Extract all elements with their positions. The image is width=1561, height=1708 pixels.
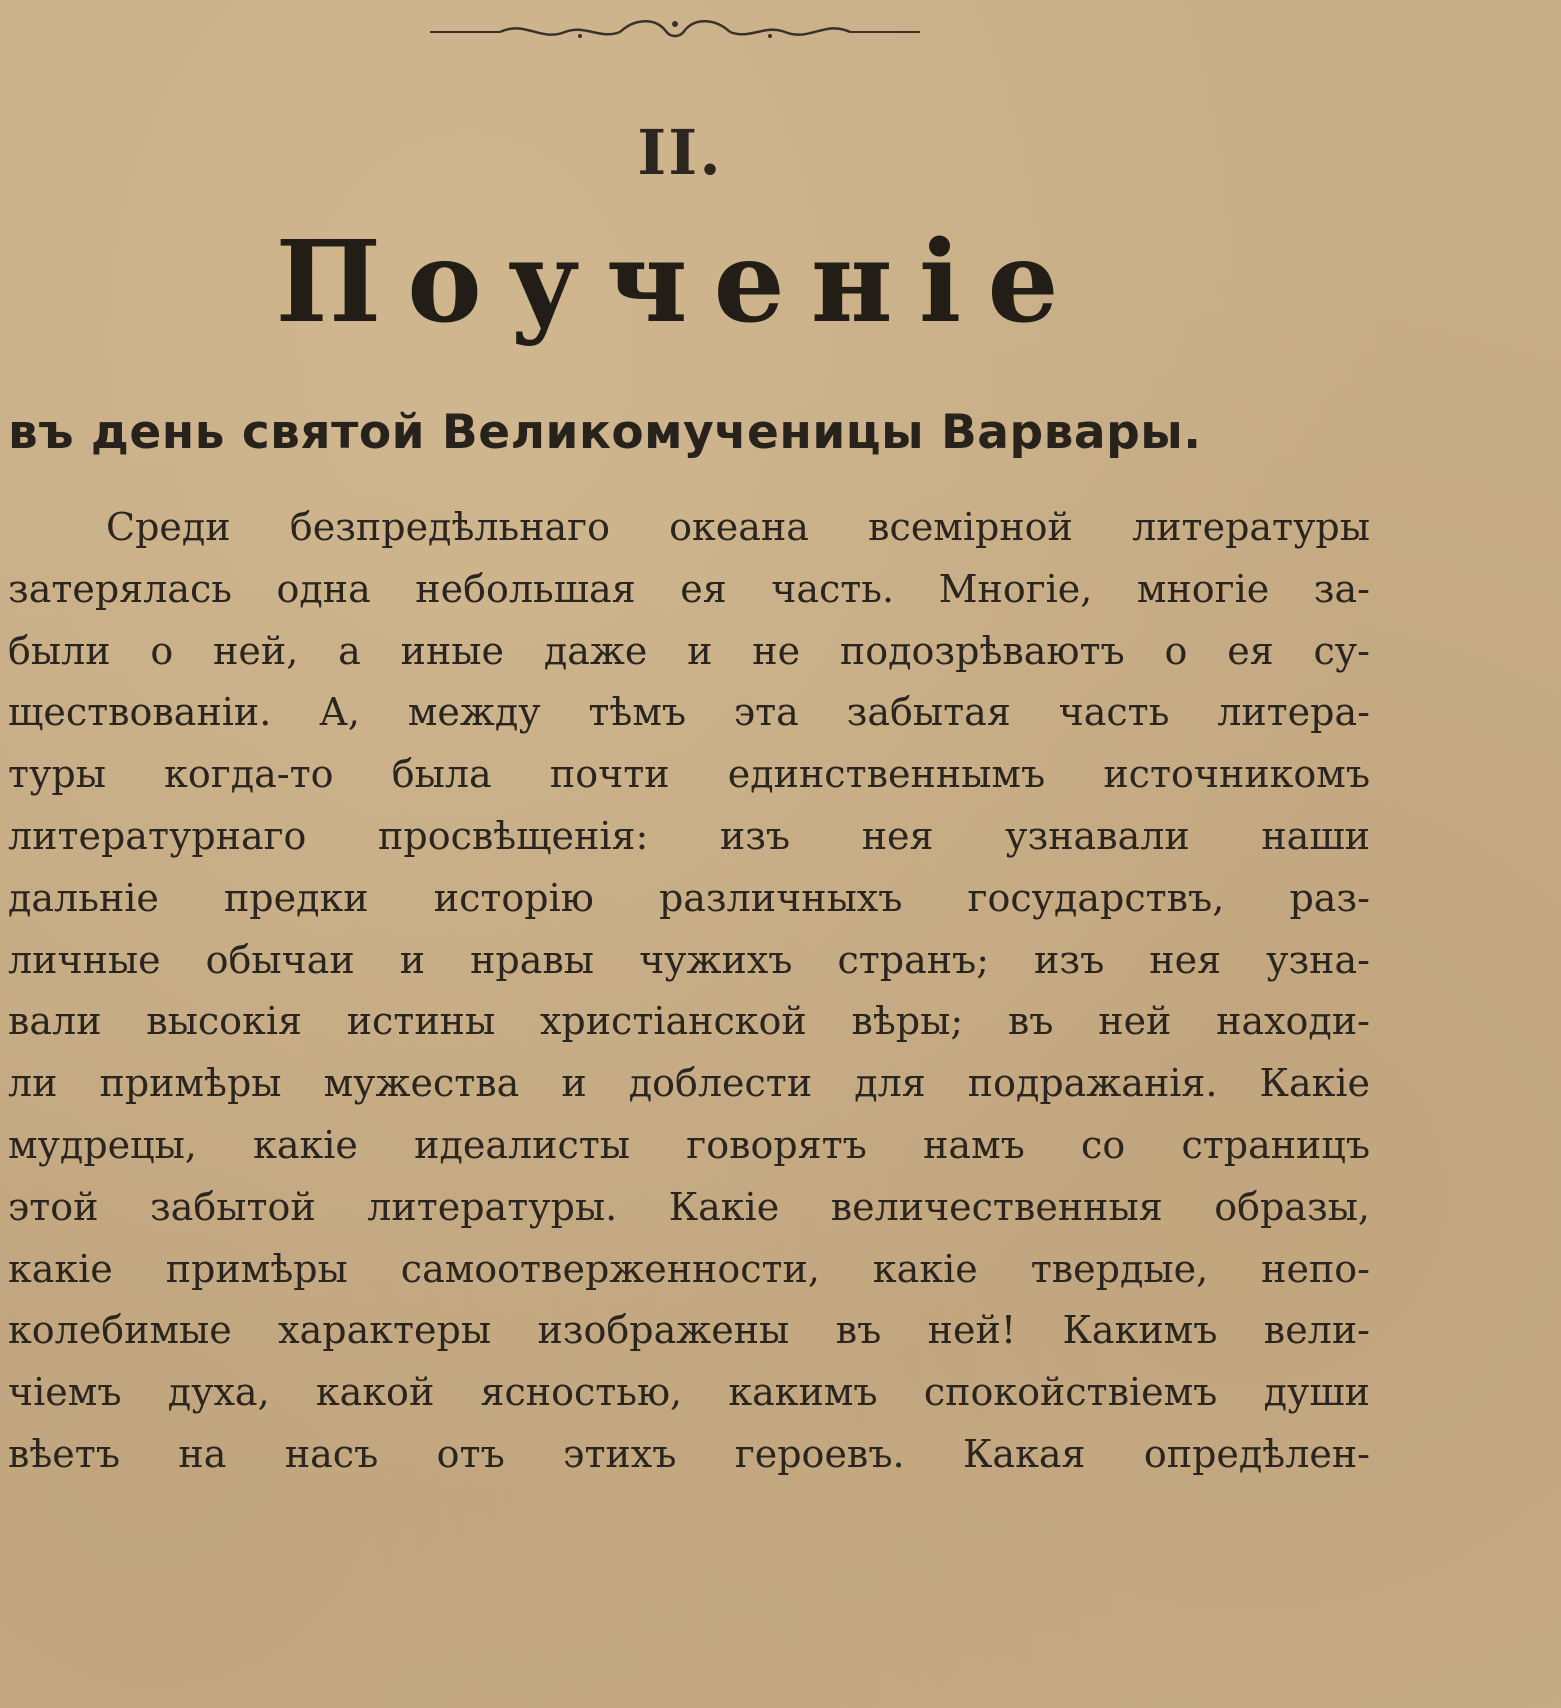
sermon-title: Поученіе [275,217,1085,348]
text-line: вѣетъ на насъ отъ этихъ героевъ. Какая опредѣлен- [8,1431,1370,1476]
text-line: дальніе предки исторію различныхъ государствъ, раз- [8,875,1370,920]
text-line: Среди безпредѣльнаго океана всемірной литературы [106,505,1370,549]
text-line: чіемъ духа, какой ясностью, какимъ спокойствіемъ души [8,1370,1370,1415]
text-line: колебимые характеры изображены въ ней! Какимъ вели- [8,1308,1370,1353]
text-line: личные обычаи и нравы чужихъ странъ; изъ нея узна- [8,937,1370,982]
chapter-number: II. [637,116,723,189]
text-line: ществованіи. А, между тѣмъ эта забытая часть литера- [8,690,1370,735]
text-line: литературнаго просвѣщенія: изъ нея узнавали наши [8,813,1370,858]
text-line: затерялась одна небольшая ея часть. Многіе, многіе за- [8,566,1370,611]
text-line: какіе примѣры самоотверженности, какіе твердые, непо- [8,1246,1370,1291]
text-line: туры когда-то была почти единственнымъ источникомъ [8,752,1370,797]
text-line: ли примѣры мужества и доблести для подражанія. Какіе [8,1061,1370,1106]
text-line: этой забытой литературы. Какіе величественныя образы, [8,1184,1370,1229]
text-line: вали высокія истины христіанской вѣры; въ ней находи- [8,999,1370,1044]
text-line: мудрецы, какіе идеалисты говорятъ намъ со страницъ [8,1122,1370,1167]
decorative-ornament [430,10,920,50]
text-line: были о ней, а иные даже и не подозрѣваютъ о ея су- [8,628,1370,673]
sermon-subtitle: въ день святой Великомученицы Варвары. [8,405,1202,460]
body-paragraph [8,497,1370,1486]
